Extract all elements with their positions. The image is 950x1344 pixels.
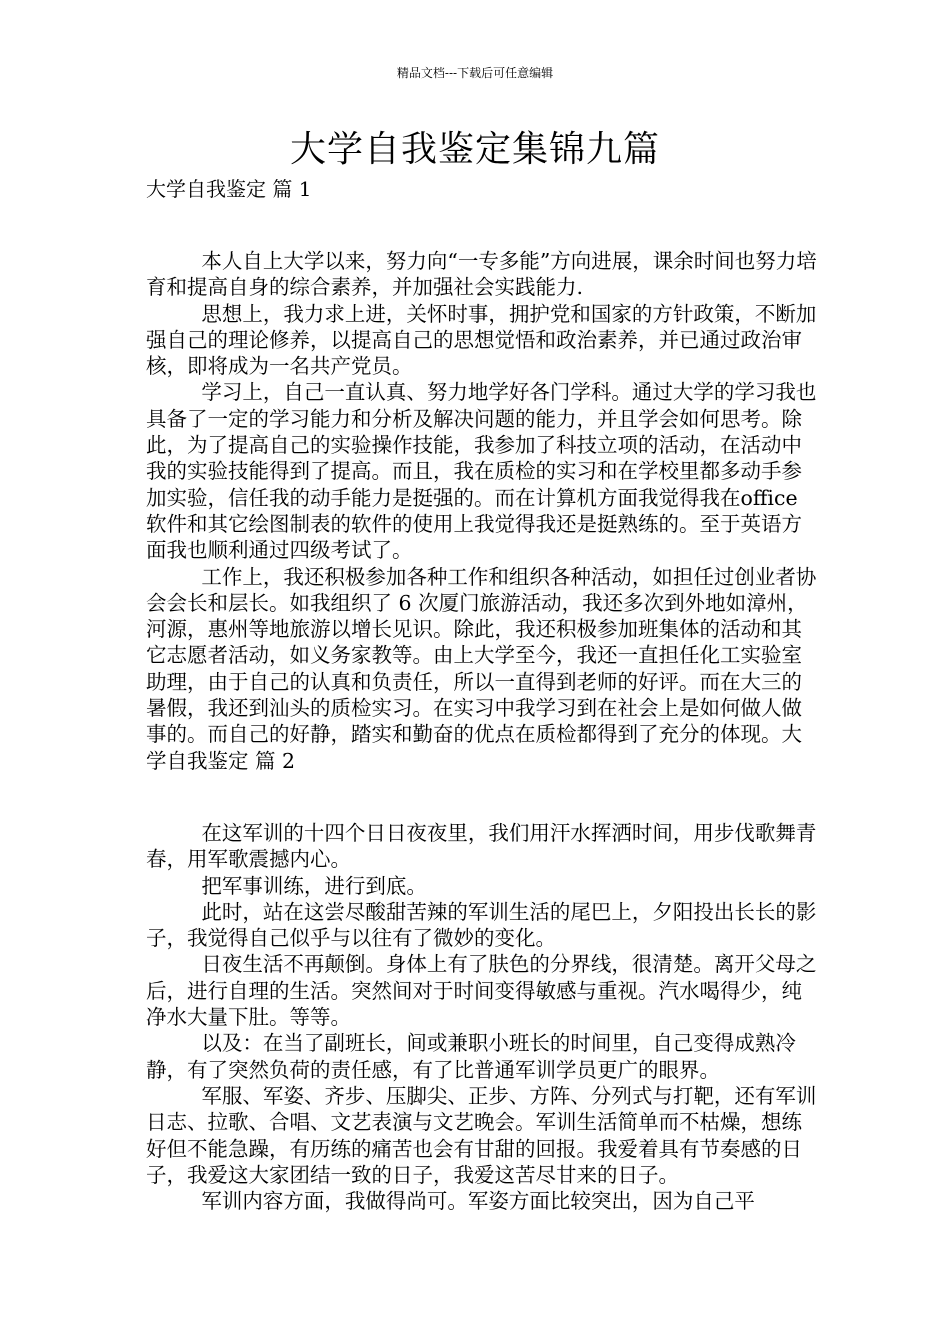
- paragraph: 本人自上大学以来，努力向“一专多能”方向进展，课余时间也努力培育和提高自身的综合素养，并加强社会实践能力.: [146, 249, 817, 300]
- section-1-body: [146, 248, 818, 774]
- paragraph: 日夜生活不再颠倒。身体上有了肤色的分界线，很清楚。离开父母之后，进行自理的生活。突然间对于时间变得敏感与重视。汽水喝得少，纯净水大量下肚。等等。: [146, 952, 817, 1030]
- paragraph: 学习上，自己一直认真、努力地学好各门学科。通过大学的学习我也具备了一定的学习能力和分析及解决问题的能力，并且学会如何思考。除此，为了提高自己的实验操作技能，我参加了科技立项的活动，在活动中我的实验技能得到了提高。而且，我在质检的实习和在学校里都多动手参加实验，信任我的动手能力是挺强的。而在计算机方面我觉得我在office软件和其它绘图制表的软件的使用上我觉得我还是挺熟练的。至于英语方面我也顺利通过四级考试了。: [146, 380, 817, 563]
- page-header: 精品文档---下载后可任意编辑: [396, 66, 554, 80]
- paragraph: 工作上，我还积极参加各种工作和组织各种活动，如担任过创业者协会会长和层长。如我组织了 6 次厦门旅游活动，我还多次到外地如漳州，河源，惠州等地旅游以增长见识。除此，我还积极参加班集体的活动和其它志愿者活动，如义务家教等。由上大学至今，我还一直担任化工实验室助理，由于自己的认真和负责任，所以一直得到老师的好评。而在大三的暑假，我还到汕头的质检实习。在实习中我学习到在社会上是如何做人做事的。而自己的好静，踏实和勤奋的优点在质检都得到了充分的体现。大学自我鉴定 篇 2: [146, 564, 817, 773]
- paragraph: 军训内容方面，我做得尚可。军姿方面比较突出，因为自己平: [201, 1189, 755, 1214]
- paragraph: 以及：在当了副班长，间或兼职小班长的时间里，自己变得成熟冷静，有了突然负荷的责任感，有了比普通军训学员更广的眼界。: [146, 1031, 796, 1082]
- section-2-body: [146, 820, 818, 1214]
- paragraph: 把军事训练，进行到底。: [201, 873, 427, 898]
- paragraph: 军服、军姿、齐步、压脚尖、正步、方阵、分列式与打靶，还有军训日志、拉歌、合唱、文艺表演与文艺晚会。军训生活简单而不枯燥，想练好但不能急躁，有历练的痛苦也会有甘甜的回报。我爱着具有节奏感的日子，我爱这大家团结一致的日子，我爱这苦尽甘来的日子。: [146, 1083, 817, 1187]
- paragraph: 思想上，我力求上进，关怀时事，拥护党和国家的方针政策，不断加强自己的理论修养，以提高自己的思想觉悟和政治素养，并已通过政治审核，即将成为一名共产党员。: [146, 301, 817, 379]
- section-heading-1: 大学自我鉴定 篇 1: [146, 177, 312, 201]
- paragraph: 在这军训的十四个日日夜夜里，我们用汗水挥洒时间，用步伐歌舞青春，用军歌震撼内心。: [146, 821, 817, 872]
- paragraph: 此时，站在这尝尽酸甜苦辣的军训生活的尾巴上，夕阳投出长长的影子，我觉得自己似乎与以往有了微妙的变化。: [146, 899, 817, 951]
- document-title: 大学自我鉴定集锦九篇: [289, 129, 660, 170]
